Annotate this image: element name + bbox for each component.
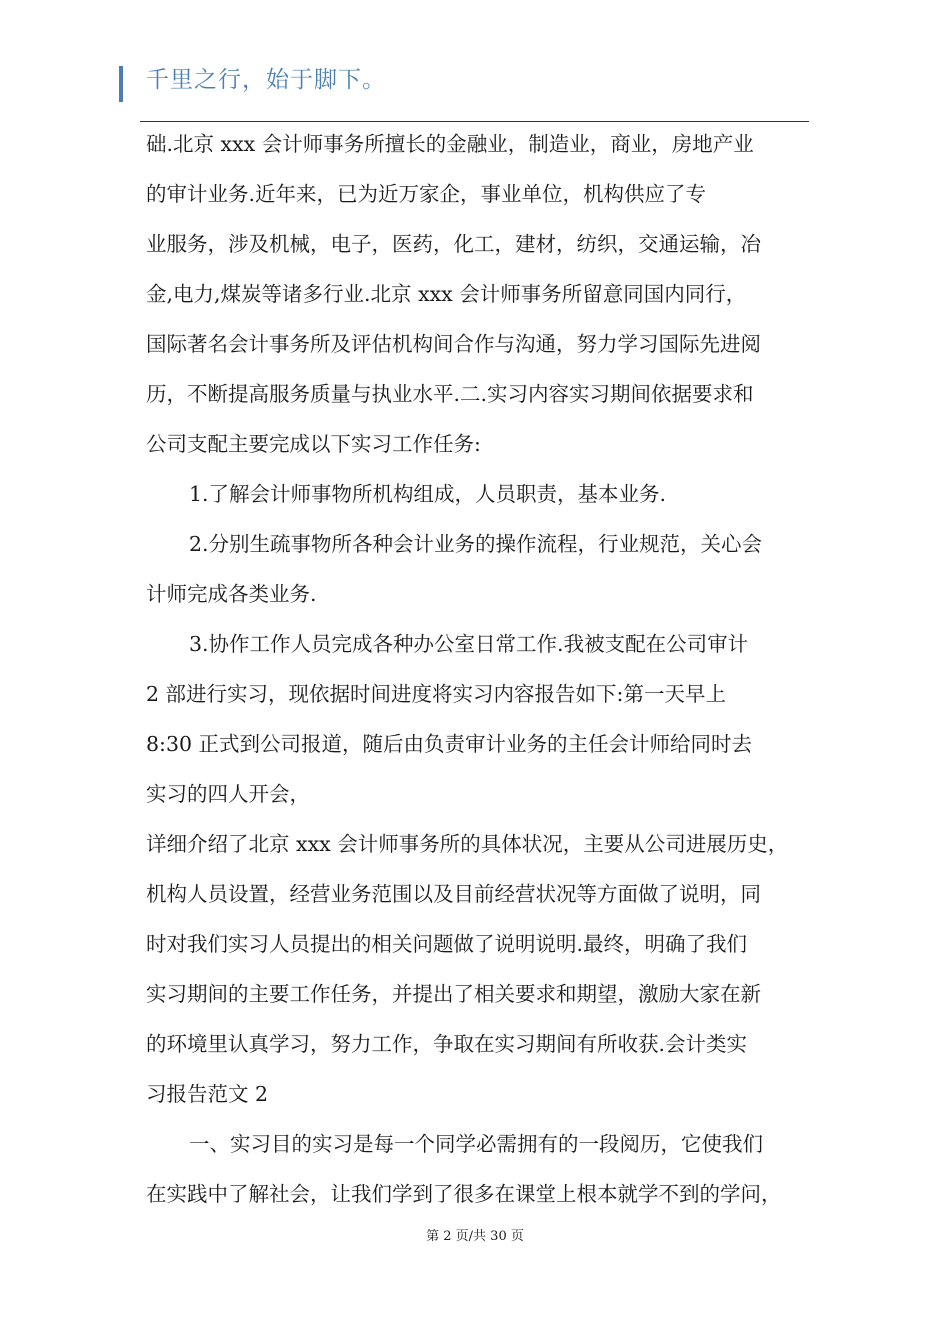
body-line: 的环境里认真学习，努力工作，争取在实习期间有所收获.会计类实 xyxy=(146,1032,748,1056)
body-line: 历，不断提高服务质量与执业水平.二.实习内容实习期间依据要求和 xyxy=(146,382,754,406)
body-line: 8:30 正式到公司报道，随后由负责审计业务的主任会计师给同时去 xyxy=(146,732,753,756)
body-line: 业服务，涉及机械，电子，医药，化工，建材，纺织，交通运输，冶 xyxy=(146,232,761,256)
body-line: 详细介绍了北京 xxx 会计师事务所的具体状况，主要从公司进展历史， xyxy=(146,832,789,856)
body-line: 金,电力,煤炭等诸多行业.北京 xxx 会计师事务所留意同国内同行， xyxy=(146,282,747,306)
body-line: 实习期间的主要工作任务，并提出了相关要求和期望，激励大家在新 xyxy=(146,982,761,1006)
header-motto: 千里之行，始于脚下。 xyxy=(146,67,386,93)
body-line: 时对我们实习人员提出的相关问题做了说明说明.最终，明确了我们 xyxy=(146,932,748,956)
paragraph-start: 一、实习目的实习是每一个同学必需拥有的一段阅历，它使我们 xyxy=(189,1132,763,1156)
document-body xyxy=(146,119,826,1219)
body-line: 础.北京 xxx 会计师事务所擅长的金融业，制造业，商业，房地产业 xyxy=(146,132,754,156)
body-line: 2 部进行实习，现依据时间进度将实习内容报告如下:第一天早上 xyxy=(146,682,726,706)
body-line: 习报告范文 2 xyxy=(146,1082,269,1106)
body-line: 计师完成各类业务. xyxy=(146,582,317,606)
list-item: 3.协作工作人员完成各种办公室日常工作.我被支配在公司审计 xyxy=(189,632,749,656)
body-line: 公司支配主要完成以下实习工作任务: xyxy=(146,432,481,456)
body-line: 国际著名会计事务所及评估机构间合作与沟通，努力学习国际先进阅 xyxy=(146,332,761,356)
page-number: 第 2 页/共 30 页 xyxy=(426,1229,524,1244)
list-item: 1.了解会计师事物所机构组成，人员职责，基本业务. xyxy=(189,482,667,506)
body-line: 实习的四人开会， xyxy=(146,782,310,806)
header-accent-bar xyxy=(119,66,123,102)
body-line: 机构人员设置，经营业务范围以及目前经营状况等方面做了说明，同 xyxy=(146,882,761,906)
body-line: 在实践中了解社会，让我们学到了很多在课堂上根本就学不到的学问， xyxy=(146,1182,782,1206)
body-line: 的审计业务.近年来，已为近万家企，事业单位，机构供应了专 xyxy=(146,182,707,206)
list-item: 2.分别生疏事物所各种会计业务的操作流程，行业规范，关心会 xyxy=(189,532,763,556)
